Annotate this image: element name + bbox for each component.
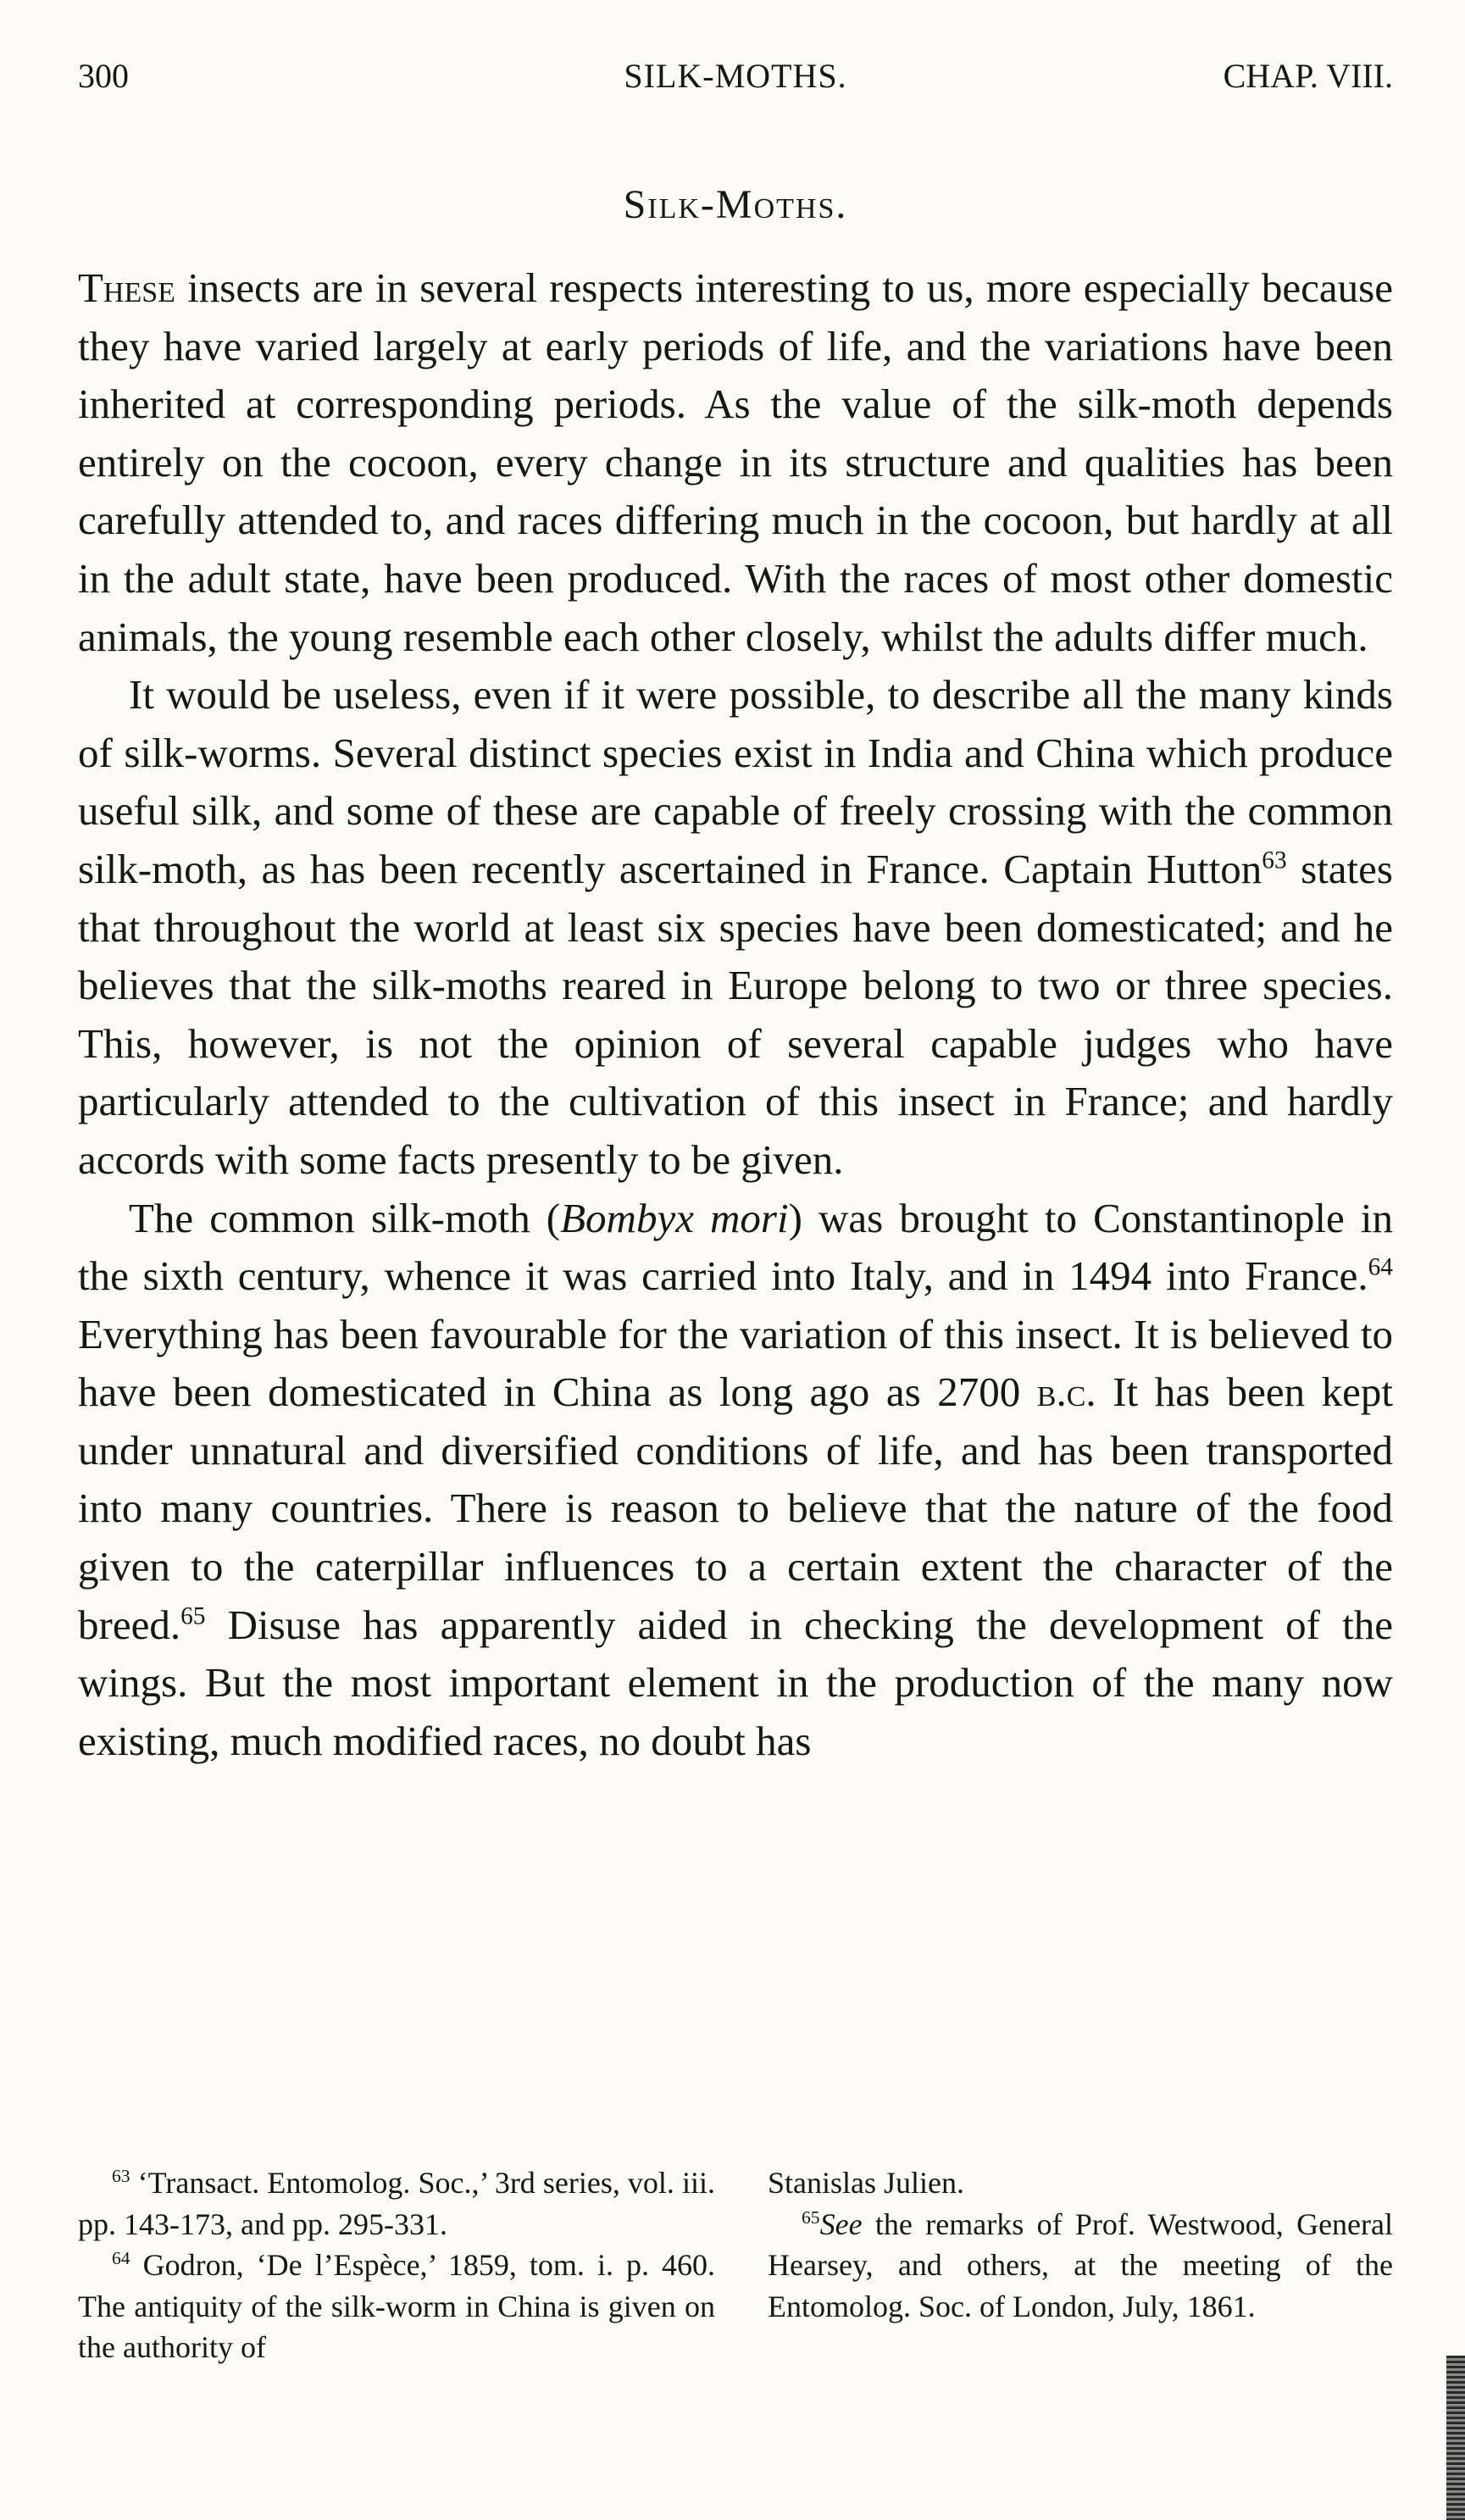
paragraph-1: These insects are in several respects interesting to us, more especially because they have varied largely at early periods of life, and the variations have been inherited at corresponding periods. As the value of the silk-moth depends entirely on the cocoon, every change in its structure and qualities has been carefully attended to, and races differing much in the cocoon, but hardly at all in the adult state, have been produced. With the races of most other domestic animals, the young resemble each other closely, whilst the adults differ much. (78, 264, 1393, 660)
footnote-ref-65[interactable]: 65 (180, 1602, 206, 1630)
running-header (78, 51, 1393, 102)
lead-word: These (78, 264, 175, 311)
paragraph-2: It would be useless, even if it were possible, to describe all the many kinds of silk-worms. Several distinct species exist in India and China which produce useful silk, and some of these are capable of freely crossing with the common silk-moth, as has been recently ascertained in France. Captain Hutton$^{63}$ states that throughout the world at least six species have been domesticated; and he believes that the silk-moths reared in Europe belong to two or three species. This, however, is not the opinion of several capable judges who have particularly attended to the cultivation of this insect in France; and hardly accords with some facts presently to be given. (78, 671, 1393, 1183)
era-abbrev: b.c. (1036, 1368, 1096, 1416)
page-edge-shadow (1446, 2356, 1465, 2520)
running-title: SILK-MOTHS. (624, 57, 847, 95)
footnote-63: $^{63}$ ‘Transact. Entomolog. Soc.,’ 3rd series, vol. iii. pp. 143-173, and pp. 295-331. (78, 2166, 715, 2241)
footnotes-right-column (768, 2162, 1393, 2327)
footnote-ref-64[interactable]: 64 (1368, 1253, 1393, 1281)
latin-name: Bombyx mori (560, 1194, 789, 1241)
footnotes-left-column (78, 2162, 715, 2368)
footnote-64: $^{64}$ Godron, ‘De l’Espèce,’ 1859, tom. i. p. 460. The antiquity of the silk-worm in China is given on the authority of (78, 2248, 715, 2364)
footnote-65: $^{65}$See the remarks of Prof. Westwood, General Hearsey, and others, at the meeting of the Entomolog. Soc. of London, July, 1861. (768, 2206, 1393, 2323)
footnote-64-continued: Stanislas Julien. (768, 2166, 964, 2200)
section-title: Silk-Moths. (623, 182, 848, 227)
footnote-ref-63[interactable]: 63 (1262, 846, 1287, 874)
paragraph-3: The common silk-moth (Bombyx mori) was brought to Constantinople in the sixth century, whence it was carried into Italy, and in 1494 into France.$^{64}$ Everything has been favourable for the variation of this insect. It is believed to have been domesticated in China as long ago as 2700 b.c. It has been kept under unnatural and diversified conditions of life, and has been transported into many countries. There is reason to believe that the nature of the food given to the caterpillar influences to a certain extent the character of the breed.$^{65}$ Disuse has apparently aided in checking the development of the wings. But the most important element in the production of the many now existing, much modified races, no doubt has (78, 1194, 1394, 1764)
chapter-label: CHAP. VIII. (1223, 57, 1393, 95)
page-number: 300 (78, 57, 129, 95)
body-text (78, 259, 1393, 1770)
